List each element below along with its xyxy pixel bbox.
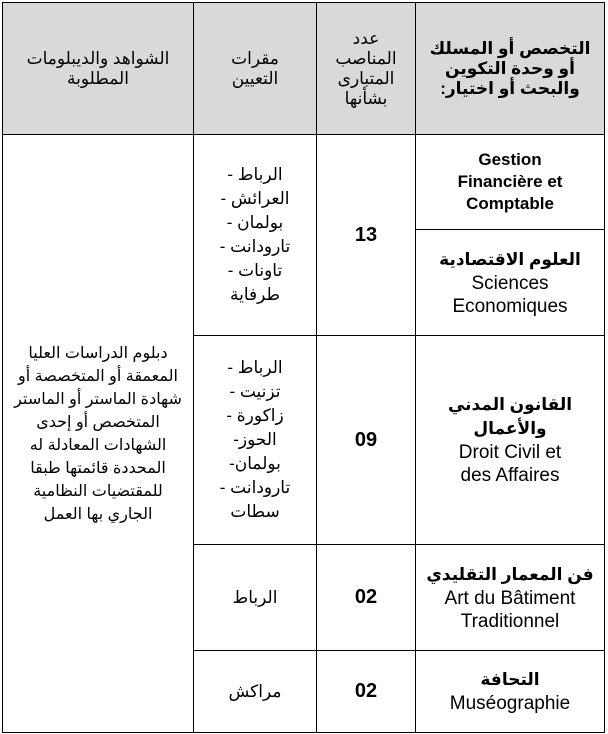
header-specialty-line: والبحث أو اختيار:: [440, 78, 580, 98]
header-diplomas: [3, 3, 194, 135]
specialty-french: des Affaires: [460, 465, 560, 486]
header-count: [317, 3, 416, 135]
table-row: [3, 135, 605, 230]
locations-cell: الرباط: [194, 545, 317, 651]
specialty-french: Muséographie: [449, 693, 571, 714]
header-count-line: المناصب: [335, 48, 397, 68]
count-cell: 09: [317, 336, 416, 545]
header-locations-line: مقرات: [231, 48, 279, 68]
specialty-cell: [416, 651, 605, 733]
locations-cell: الرباط - العرائش - بولمان - تارودانت - تاونات - طرفاية: [194, 135, 317, 336]
header-count-line: المتبارى: [337, 68, 395, 88]
specialty-french: Traditionnel: [460, 610, 560, 632]
positions-table: [2, 2, 605, 733]
specialty-french: Gestion: [478, 150, 542, 169]
header-count-line: بشأنها: [344, 88, 388, 108]
specialty-french: Comptable: [466, 194, 554, 213]
header-row: [3, 3, 605, 135]
header-specialty-line: أو وحدة التكوين: [445, 58, 575, 78]
specialty-french: Droit Civil et: [458, 442, 562, 463]
count-cell: 13: [317, 135, 416, 336]
specialty-arabic: التحافة: [480, 670, 540, 689]
specialty-arabic: فن المعمار التقليدي: [426, 564, 594, 584]
specialty-cell: [416, 336, 605, 545]
specialty-cell: [416, 545, 605, 651]
header-diplomas-line: الشواهد والديبلومات: [26, 48, 170, 68]
specialty-french: Economiques: [452, 295, 568, 317]
header-locations-line: التعيين: [231, 68, 279, 88]
header-locations: [194, 3, 317, 135]
header-specialty-line: التخصص أو المسلك: [429, 38, 591, 58]
header-diplomas-line: المطلوبة: [67, 68, 129, 88]
specialty-french: Financière et: [457, 172, 563, 191]
specialty-cell: [416, 230, 605, 336]
locations-cell: مراكش: [194, 651, 317, 733]
specialty-french: Sciences: [471, 272, 549, 294]
specialty-cell: [416, 135, 605, 230]
specialty-arabic: القانون المدني: [447, 395, 573, 414]
header-specialty: [416, 3, 605, 135]
specialty-arabic: العلوم الاقتصادية: [439, 249, 581, 269]
count-cell: 02: [317, 545, 416, 651]
specialty-arabic: والأعمال: [473, 419, 547, 438]
locations-cell: الرباط - تزنيت - زاكورة - الحوز- بولمان- تارودانت - سطات: [194, 336, 317, 545]
count-cell: 02: [317, 651, 416, 733]
header-count-line: عدد: [352, 28, 380, 48]
specialty-french: Art du Bâtiment: [444, 587, 576, 609]
diplomas-cell: دبلوم الدراسات العليا المعمقة أو المتخصصة أو شهادة الماستر أو الماستر المتخصص أو إحدى الشهادات المعادلة له المحددة قائمتها طبقا للمقتضيات النظامية الجاري بها العمل: [3, 135, 194, 733]
